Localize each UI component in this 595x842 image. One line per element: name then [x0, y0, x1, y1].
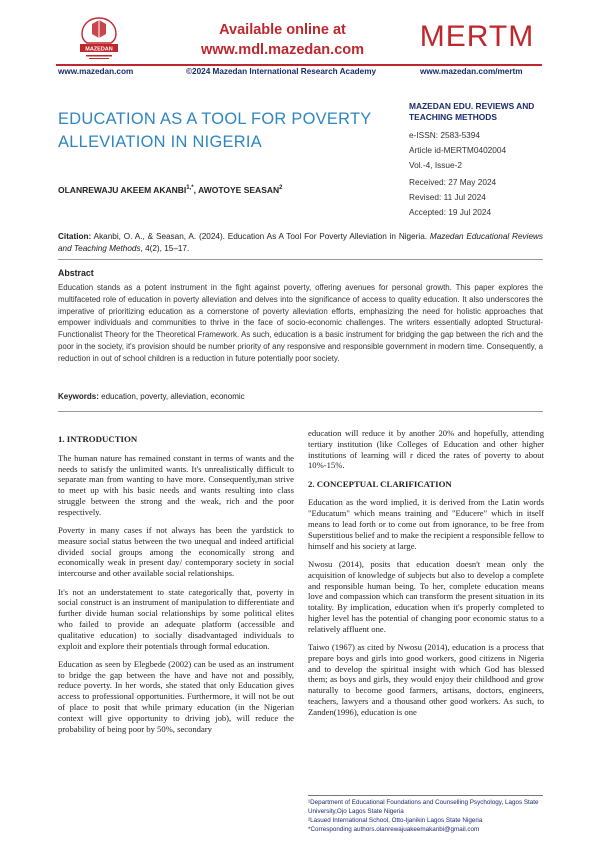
section-1-heading: 1. INTRODUCTION — [58, 434, 138, 444]
citation-tail: , 4(2), 15–17. — [140, 244, 190, 253]
paragraph: Education as the word implied, it is derived from the Latin words "Educatum" which means training and "Educere" which in itself means to lead forth or to come out from ignorance, to be free from Superstitious belief and to make the recipient a responsible fellow to himself and his society at large. — [308, 497, 544, 551]
keywords-line — [58, 392, 543, 401]
footnote-divider — [308, 795, 543, 796]
right-column — [308, 428, 544, 725]
paragraph: It's not an understatement to state categorically that, poverty in social construct is an instrument of manipulation to differentiate and further divide human social relationships by some political elites who failed to provide an adequate platform (accessible and qualitative education) to socially disadvantaged individuals to exploit and explore their potentials through formal education. — [58, 586, 294, 651]
author-1: OLANREWAJU AKEEM AKANBI — [58, 185, 187, 195]
journal-abbrev: MERTM — [419, 20, 535, 53]
divider-top — [58, 259, 543, 260]
paragraph: Poverty in many cases if not always has been the yardstick to measure social status between the two unequal and indeed artificial divided social groups among the economically strong and economically weak in present day/ contemporary society in social intercourse and other available social relationships. — [58, 525, 294, 579]
copyright-text: ©2024 Mazedan International Research Academy — [186, 67, 377, 76]
abstract-text: Education stands as a potent instrument in the fight against poverty, offering avenues for personal growth. This paper explores the multifaceted role of education in poverty alleviation and delves into the significance of access to quality education. It also underscores the imperative of prioritizing education as a cornerstone of poverty alleviation efforts, emphasizing the need for holistic approaches that empower individuals and communities to thrive in the face of socio-economic challenges. The writers essentially adopted Structural-Functionalist Theory for the Theoretical Framework. As such, education is a basic instrument for bridging the gap between the rich and the poor in the society, it's provision should be number priority of any responsive and responsible government in modern time. Consequently, a reduction in out of school children is a reduction in future potentially poor society. — [58, 283, 543, 363]
citation-text: Akanbi, O. A., & Seasan, A. (2024). Education As A Tool For Poverty Alleviation in Nigeria. — [93, 232, 428, 241]
citation-label: Citation: — [58, 232, 92, 241]
article-id: Article id-MERTM0402004 — [409, 145, 507, 155]
received-date: Received: 27 May 2024 — [409, 177, 497, 187]
author-2-affiliation: 2 — [279, 185, 283, 192]
keywords-label: Keywords: — [58, 392, 99, 401]
citation-journal: Mazedan Educational Reviews and Teaching Methods — [58, 232, 543, 253]
eissn: e-ISSN: 2583-5394 — [409, 130, 481, 140]
divider-bottom — [58, 411, 543, 412]
left-column — [58, 432, 294, 742]
paragraph: Education as seen by Elegbede (2002) can be used as an instrument to bridge the gap between the have and have not and possibly, reduce poverty. In her words, she stated that only Education gives access to professional opportunities. Furthermore, it will not be out of place to posit that while primary education (in the Nigerian context will give opportunity to driving job), will reduce the probability of being poor by 50%, secondary — [58, 658, 294, 734]
footnote-3[interactable]: *Corresponding authors.olanrewajuakeemakanbi@gmail.com — [308, 826, 480, 833]
paragraph: Nwosu (2014), posits that education doesn't mean only the acquisition of knowledge of subjects but also to develop a complete and responsible human being. To her, complete education means love and compassion which can transform the present situation in its totality. By implication, education when it's properly completed to higher level has the potential of changing poor economic status to a relatively affluent one. — [308, 558, 544, 634]
logo-wordmark: MAZEDAN — [85, 46, 113, 53]
journal-name: MAZEDAN EDU. REVIEWS AND TEACHING METHODS — [409, 101, 535, 122]
section-2-heading: 2. CONCEPTUAL CLARIFICATION — [308, 478, 452, 489]
available-line1: Available online at — [219, 22, 346, 38]
author-separator: , — [193, 185, 199, 195]
author-line — [58, 185, 282, 195]
author-2: AWOTOYE SEASAN — [198, 185, 280, 195]
footnote-2: ²Lasued International School, Otto-Ijanikin Lagos State Nigeria — [308, 817, 483, 824]
paragraph: Taiwo (1967) as cited by Nwosu (2014), education is a process that prepare boys and girls into good workers, good citizens in Nigeria and to develop the spiritual insight with which God has blessed them; as boys and girls, they would enjoy their childhood and grow naturally to become good farmers, artisans, doctors, engineers, teachers, lawyers and a thousand other good workers. As such, to Zanden(1996), education is one — [308, 642, 544, 717]
keywords-text: education, poverty, alleviation, economic — [101, 392, 245, 401]
volume-issue: Vol.-4, Issue-2 — [409, 160, 463, 170]
website-left-link[interactable]: www.mazedan.com — [58, 67, 134, 76]
paragraph: education will reduce it by another 20% and hopefully, attending tertiary institution (like Colleges of Education and other higher institutions of learning will r diced the rates of poverty to about 10%-15%. — [308, 428, 544, 471]
footnote-1: ¹Department of Educational Foundations and Counselling Psychology, Lagos State University,Ojo Lagos State Nigeria — [308, 799, 539, 815]
header-divider — [56, 64, 542, 66]
accepted-date: Accepted: 19 Jul 2024 — [409, 207, 492, 217]
citation-block — [58, 231, 543, 255]
publisher-logo — [76, 14, 122, 64]
website-right-link[interactable]: www.mazedan.com/mertm — [420, 67, 523, 76]
abstract-heading: Abstract — [58, 268, 94, 278]
footnotes — [308, 798, 548, 834]
paper-title: EDUCATION AS A TOOL FOR POVERTY ALLEVIATION IN NIGERIA — [58, 110, 372, 151]
author-1-affiliation: 1,* — [186, 185, 194, 192]
revised-date: Revised: 11 Jul 2024 — [409, 192, 486, 202]
paragraph: The human nature has remained constant in terms of wants and the needs to satisfy the unlimited wants. It's unrealistically difficult to separate man from wanting to have more. Consequently,man strive to meet up with his basic needs and wants resulting into class struggle between the strong and the weak, rich and the poor respectively. — [58, 452, 294, 517]
available-line2[interactable]: www.mdl.mazedan.com — [200, 42, 365, 58]
availability-banner — [150, 20, 415, 60]
